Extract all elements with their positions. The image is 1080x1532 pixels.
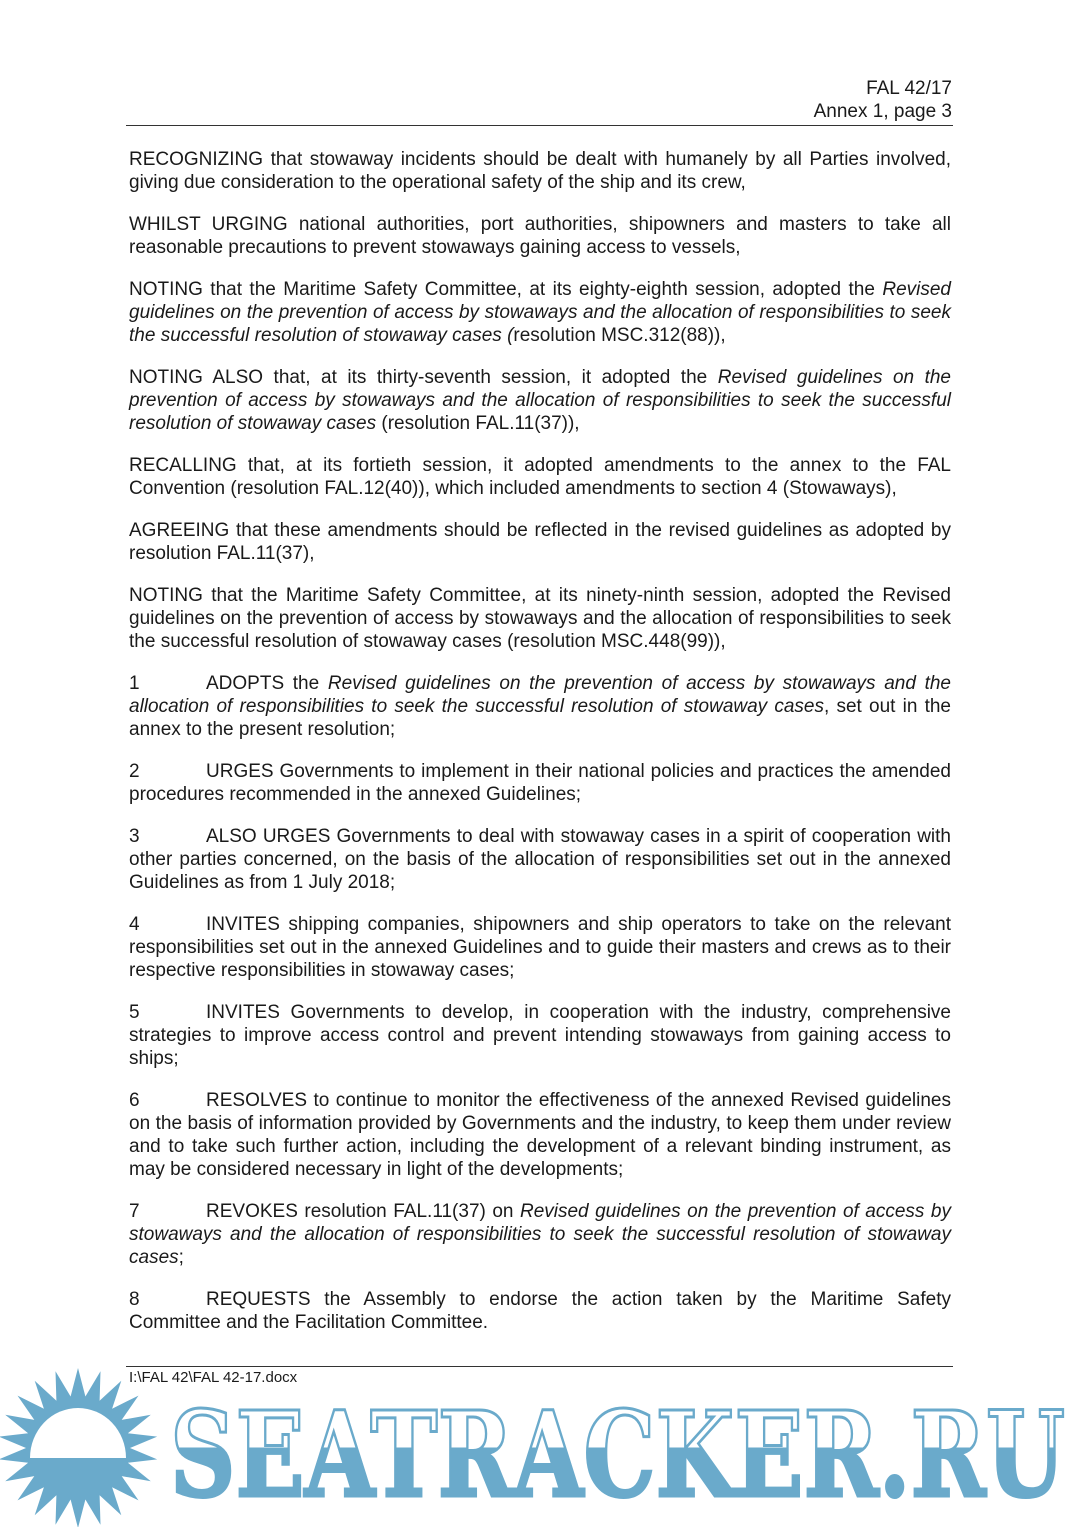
paragraph-number: 7 [129,1201,140,1222]
page-reference: Annex 1, page 3 [813,101,952,122]
paragraph-text: ADOPTS the [206,673,328,694]
paragraph-text: REQUESTS the Assembly to endorse the action taken by the Maritime Safety Committee and the Facilitation Committee. [129,1289,951,1333]
paragraph-text: REVOKES resolution FAL.11(37) on [206,1201,520,1222]
preamble-paragraph [129,278,951,347]
paragraph-text: NOTING that the Maritime Safety Committee, at its eighty-eighth session, adopted the [129,279,883,300]
italic-title-text: Revised guidelines on the prevention of access by stowaways and the allocation of responsibilities to seek the successful resolution of stowaway cases [129,673,951,717]
numbered-paragraph [129,1001,951,1070]
paragraph-number: 5 [129,1002,140,1023]
document-body [129,148,951,1353]
paragraph-text: resolution MSC.312(88)), [513,325,726,346]
watermark-text: SEATRACKER.RU [170,1385,1065,1524]
paragraph-number: 3 [129,826,140,847]
paragraph-text: (resolution FAL.11(37)), [376,413,580,434]
numbered-paragraph [129,825,951,894]
seatracker-watermark [0,1368,1080,1532]
numbered-paragraph [129,1200,951,1269]
footer-rule [126,1366,953,1367]
paragraph-number: 6 [129,1090,140,1111]
paragraph-text: RESOLVES to continue to monitor the effectiveness of the annexed Revised guidelines on the basis of information provided by Governments and the industry, to keep them under review and to take such further action, including the development of a relevant binding instrument, as may be considered necessary in light of the developments; [129,1090,951,1180]
paragraph-text: WHILST URGING national authorities, port authorities, shipowners and masters to take all reasonable precautions to prevent stowaways gaining access to vessels, [129,214,951,258]
paragraph-text: AGREEING that these amendments should be reflected in the revised guidelines as adopted by resolution FAL.11(37), [129,520,951,564]
paragraph-text: ALSO URGES Governments to deal with stowaway cases in a spirit of cooperation with other parties concerned, on the basis of the allocation of responsibilities set out in the annexed Guidelines as from 1 July 2018; [129,826,951,893]
paragraph-number: 8 [129,1289,140,1310]
paragraph-number: 2 [129,761,140,782]
paragraph-text: , set out in the annex to the present resolution; [129,696,951,740]
numbered-paragraph [129,913,951,982]
numbered-paragraph [129,672,951,741]
preamble-paragraph [129,213,951,259]
paragraph-text: ; [178,1247,184,1268]
preamble-paragraph [129,454,951,500]
sun-icon [0,1368,157,1527]
preamble-paragraph [129,519,951,565]
paragraph-text: NOTING ALSO that, at its thirty-seventh session, it adopted the [129,367,718,388]
italic-title-text: Revised guidelines on the prevention of access by stowaways and the allocation of responsibilities to seek the successful resolution of stowaway cases [129,367,951,434]
paragraph-text: INVITES shipping companies, shipowners and ship operators to take on the relevant responsibilities set out in the annexed Guidelines and to guide their masters and crews as to their respective responsibilities in stowaway cases; [129,914,951,981]
italic-title-text: Revised guidelines on the prevention of access by stowaways and the allocation of responsibilities to seek the successful resolution of stowaway cases [129,1201,951,1268]
document-number: FAL 42/17 [866,78,952,99]
preamble-paragraph [129,148,951,194]
header-rule [126,125,953,126]
numbered-paragraph [129,760,951,806]
preamble-paragraph [129,366,951,435]
preamble-paragraph [129,584,951,653]
paragraph-number: 4 [129,914,140,935]
paragraph-text: INVITES Governments to develop, in cooperation with the industry, comprehensive strategies to improve access control and prevent intending stowaways from gaining access to ships; [129,1002,951,1069]
footer-file-path: I:\FAL 42\FAL 42-17.docx [129,1369,298,1386]
paragraph-text: RECALLING that, at its fortieth session, it adopted amendments to the annex to the FAL Convention (resolution FAL.12(40)), which included amendments to section 4 (Stowaways), [129,455,951,499]
paragraph-text: NOTING that the Maritime Safety Committee, at its ninety-ninth session, adopted the Revised guidelines on the prevention of access by stowaways and the allocation of responsibilities to seek the successful resolution of stowaway cases (resolution MSC.448(99)), [129,585,951,652]
paragraph-text: URGES Governments to implement in their national policies and practices the amended procedures recommended in the annexed Guidelines; [129,761,951,805]
page-header [814,77,952,123]
italic-title-text: Revised guidelines on the prevention of access by stowaways and the allocation of responsibilities to seek the successful resolution of stowaway cases ( [129,279,951,346]
numbered-paragraph [129,1089,951,1181]
numbered-paragraph [129,1288,951,1334]
paragraph-text: RECOGNIZING that stowaway incidents should be dealt with humanely by all Parties involved, giving due consideration to the operational safety of the ship and its crew, [129,149,951,193]
paragraph-number: 1 [129,673,140,694]
